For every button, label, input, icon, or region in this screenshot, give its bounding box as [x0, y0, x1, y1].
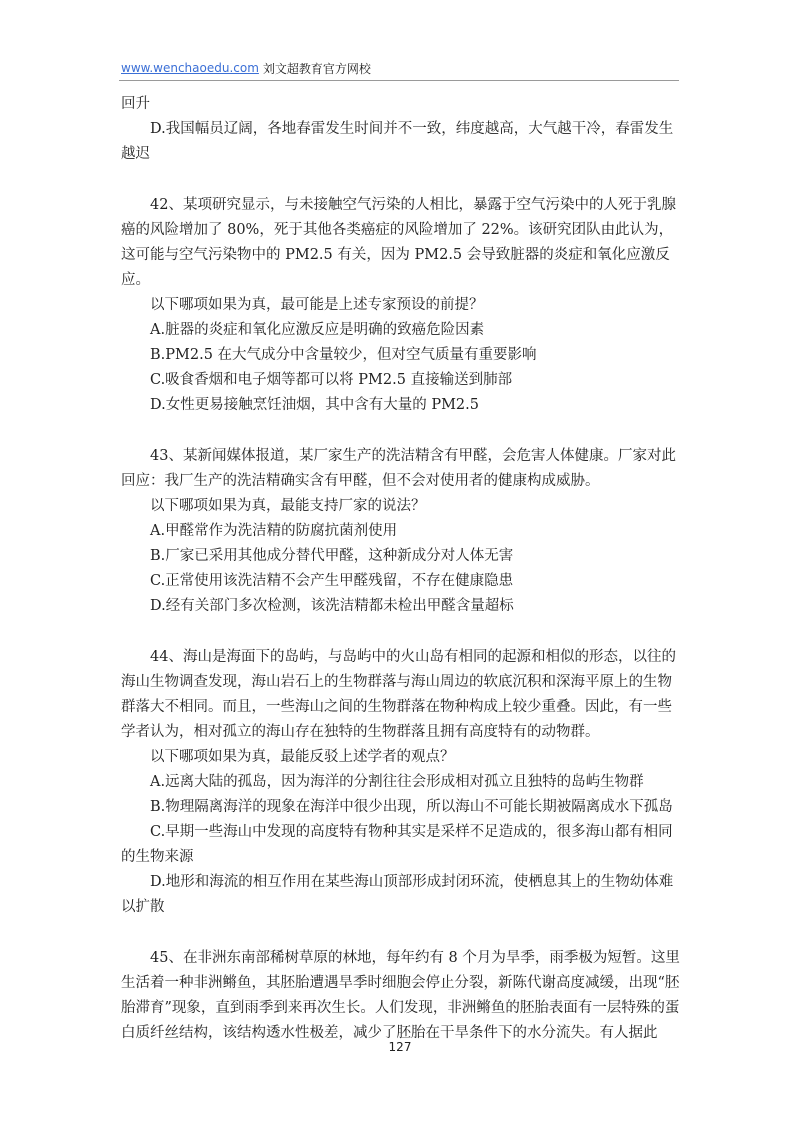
website-link[interactable]: www.wenchaoedu.com: [121, 61, 259, 75]
question-42-prompt: 以下哪项如果为真，最可能是上述专家预设的前提？: [150, 297, 484, 313]
question-44-stem: 44、海山是海面下的岛屿，与岛屿中的火山岛有相同的起源和相似的形态，以往的海山生物调查发现，海山岩石上的生物群落与海山周边的软底沉积和深海平原上的生物群落大不相同。而且，一些海山之间的生物群落在物种构成上较少重叠。因此，有一些学者认为，相对孤立的海山存在独特的生物群落且拥有高度特有的动物群。: [121, 649, 676, 740]
question-42-stem: 42、某项研究显示，与未接触空气污染的人相比，暴露于空气污染中的人死于乳腺癌的风险增加了 80%，死于其他各类癌症的风险增加了 22%。该研究团队由此认为，这可能与空气污染物中的 PM2.5 有关，因为 PM2.5 会导致脏器的炎症和氧化应激反应。: [121, 197, 676, 288]
question-45-stem: 45、在非洲东南部稀树草原的林地，每年约有 8 个月为旱季，雨季极为短暂。这里生活着一种非洲鳉鱼，其胚胎遭遇旱季时细胞会停止分裂，新陈代谢高度减缓，出现“胚胎滞育”现象，直到雨季到来再次生长。人们发现，非洲鳉鱼的胚胎表面有一层特殊的蛋白质纤丝结构，该结构透水性极差，减少了胚胎在干旱条件下的水分流失。有人据此: [121, 950, 680, 1041]
question-41-option-d: D.我国幅员辽阔，各地春雷发生时间并不一致，纬度越高，大气越干冷，春雷发生越迟: [121, 121, 674, 162]
question-43-prompt: 以下哪项如果为真，最能支持厂家的说法？: [150, 498, 426, 514]
question-44-option-d: D.地形和海流的相互作用在某些海山顶部形成封闭环流，使栖息其上的生物幼体难以扩散: [121, 874, 674, 915]
question-42-option-b: B.PM2.5 在大气成分中含量较少，但对空气质量有重要影响: [150, 347, 537, 363]
question-44-option-b: B.物理隔离海洋的现象在海洋中很少出现，所以海山不可能长期被隔离成水下孤岛: [150, 799, 673, 815]
question-43-option-d: D.经有关部门多次检测，该洗洁精都未检出甲醛含量超标: [150, 598, 514, 614]
question-41-tail: 回升: [121, 96, 150, 112]
question-43-option-b: B.厂家已采用其他成分替代甲醛，这种新成分对人体无害: [150, 548, 514, 564]
question-43-option-c: C.正常使用该洗洁精不会产生甲醛残留，不存在健康隐患: [150, 573, 514, 589]
question-42-option-d: D.女性更易接触烹饪油烟，其中含有大量的 PM2.5: [150, 397, 479, 413]
question-42-option-a: A.脏器的炎症和氧化应激反应是明确的致癌危险因素: [150, 322, 485, 338]
question-44-option-a: A.远离大陆的孤岛，因为海洋的分割往往会形成相对孤立且独特的岛屿生物群: [150, 774, 644, 790]
question-43-option-a: A.甲醛常作为洗洁精的防腐抗菌剂使用: [150, 523, 398, 539]
site-name: 刘文超教育官方网校: [262, 61, 371, 76]
page-header: [121, 59, 371, 77]
page-number: 127: [388, 1040, 412, 1054]
question-43-stem: 43、某新闻媒体报道，某厂家生产的洗洁精含有甲醛，会危害人体健康。厂家对此回应：我厂生产的洗洁精确实含有甲醛，但不会对使用者的健康构成威胁。: [121, 448, 676, 489]
question-44-prompt: 以下哪项如果为真，最能反驳上述学者的观点？: [150, 749, 455, 765]
header-divider: [119, 80, 679, 81]
question-44-option-c: C.早期一些海山中发现的高度特有物种其实是采样不足造成的，很多海山都有相同的生物来源: [121, 824, 673, 865]
question-42-option-c: C.吸食香烟和电子烟等都可以将 PM2.5 直接输送到肺部: [150, 372, 513, 388]
document-body: [121, 92, 683, 1046]
